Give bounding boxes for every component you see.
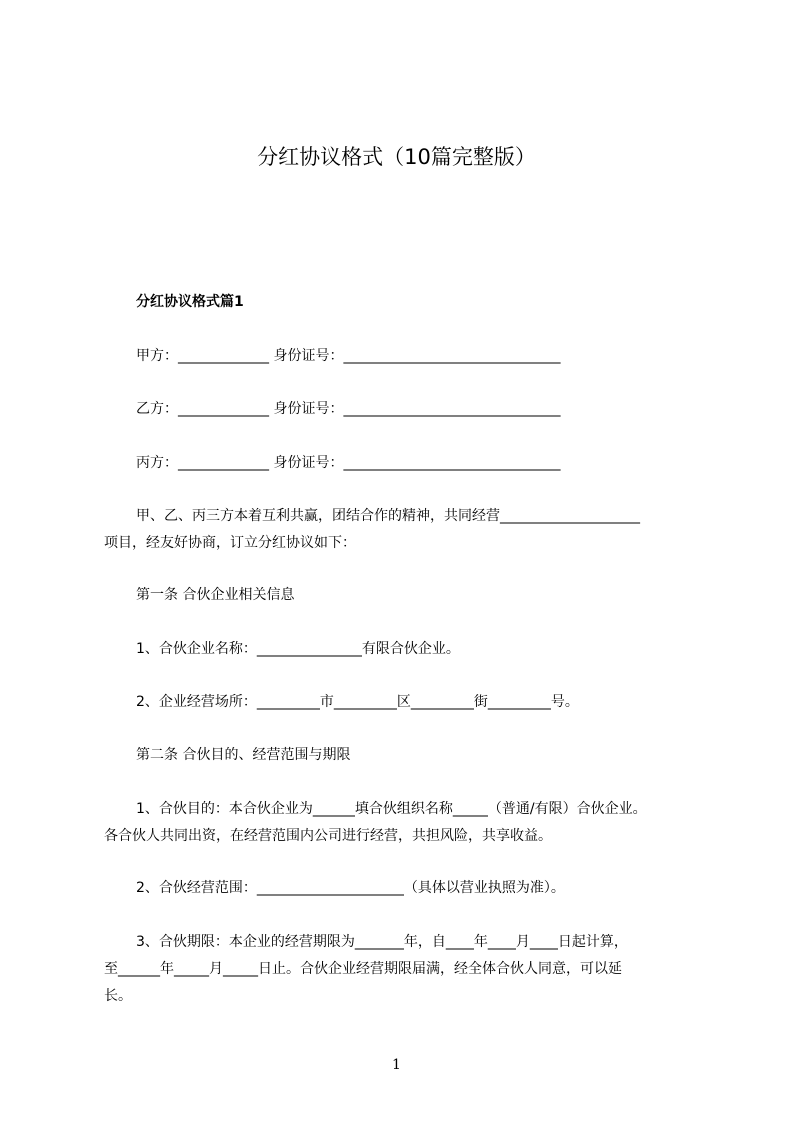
article-2-item-2: 2、合伙经营范围：_____________________（具体以营业执照为准）。: [136, 880, 565, 896]
article-2-item-3-line-3: 长。: [104, 988, 132, 1004]
party-c-line: 丙方：_____________ 身份证号：_______________________________: [136, 455, 561, 471]
article-2-item-1-line-1: 1、合伙目的：本合伙企业为______填合伙组织名称_____（普通/有限）合伙企业。: [136, 801, 647, 817]
article-1-heading: 第一条 合伙企业相关信息: [136, 587, 295, 603]
article-1-item-1: 1、合伙企业名称：_______________有限合伙企业。: [136, 641, 460, 657]
intro-line-2: 项目，经友好协商，订立分红协议如下：: [104, 535, 356, 551]
article-2-item-3-line-1: 3、合伙期限：本企业的经营期限为_______年，自____年____月____日起计算，: [136, 934, 628, 950]
article-2-item-3-line-2: 至______年_____月_____日止。合伙企业经营期限届满，经全体合伙人同意，可以延: [104, 961, 622, 977]
document-title: 分红协议格式（10篇完整版）: [257, 145, 536, 169]
section-heading: 分红协议格式篇1: [136, 294, 244, 310]
intro-line-1: 甲、乙、丙三方本着互利共赢，团结合作的精神，共同经营____________________: [136, 508, 640, 524]
party-b-line: 乙方：_____________ 身份证号：_______________________________: [136, 401, 561, 417]
article-1-item-2: 2、企业经营场所：_________市_________区_________街_________号。: [136, 694, 579, 710]
article-2-item-1-line-2: 各合伙人共同出资，在经营范围内公司进行经营，共担风险，共享收益。: [104, 828, 552, 844]
page-number: 1: [392, 1057, 401, 1073]
article-2-heading: 第二条 合伙目的、经营范围与期限: [136, 747, 351, 763]
party-a-line: 甲方：_____________ 身份证号：_______________________________: [136, 348, 561, 364]
